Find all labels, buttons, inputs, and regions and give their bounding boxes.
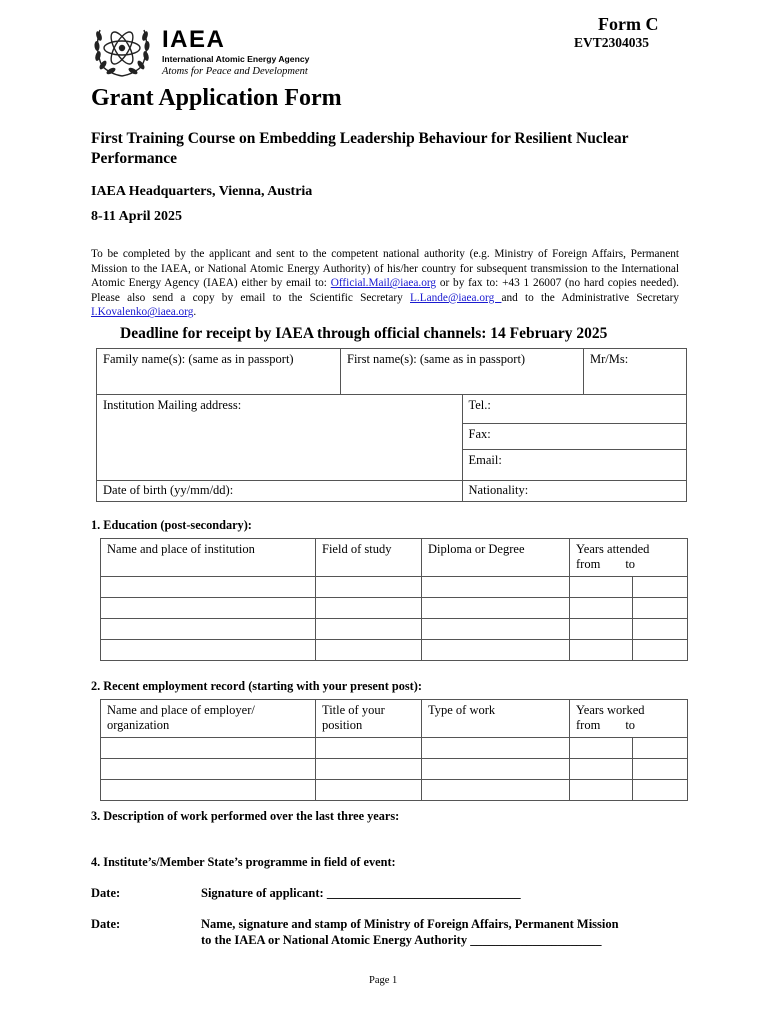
table-cell[interactable] [316,640,422,661]
table-cell[interactable] [101,598,316,619]
table-cell[interactable] [101,780,316,801]
employment-col-employer [101,700,316,738]
first-name-label: First name(s): (same as in passport) [347,352,526,366]
date-label-ministry: Date: [91,917,121,931]
table-cell[interactable] [101,577,316,598]
event-code: EVT2304035 [574,35,650,50]
table-cell[interactable] [422,577,570,598]
description-heading: 3. Description of work performed over the last three years: [91,809,400,823]
tel-label: Tel.: [468,398,491,412]
administrative-secretary-email-link[interactable]: I.Kovalenko@iaea.org [91,306,194,319]
email-field[interactable] [462,450,687,481]
employment-table [100,699,688,801]
family-name-field[interactable] [97,349,341,395]
education-from-label: from [576,557,601,571]
education-col-diploma-label: Diploma or Degree [428,542,525,556]
education-to-label: to [625,557,636,571]
education-heading: 1. Education (post-secondary): [91,518,252,532]
table-row [101,619,688,640]
table-cell[interactable] [570,640,633,661]
employment-col-title-label: Title of your position [322,703,385,732]
education-col-diploma [422,539,570,577]
page-title: Grant Application Form [91,85,342,111]
instructions-text: and to the Administrative Secretary [501,291,679,304]
date-of-birth-field[interactable] [97,481,463,502]
ministry-signature-line-1: Name, signature and stamp of Ministry of Foreign Affairs, Permanent Mission [201,917,619,931]
table-cell[interactable] [101,640,316,661]
dob-label: Date of birth (yy/mm/dd): [103,483,234,497]
deadline-notice: Deadline for receipt by IAEA through official channels: 14 February 2025 [120,325,608,342]
official-mail-link[interactable]: Official.Mail@iaea.org [330,277,437,290]
table-cell[interactable] [316,598,422,619]
table-cell[interactable] [422,640,570,661]
tel-field[interactable] [462,395,687,424]
ministry-signature-line-2[interactable]: to the IAEA or National Atomic Energy Authority _____________________ [201,933,602,947]
instructions-text: To be completed by the applicant and sent to the competent national authority (e.g. Ministry of Foreign Affairs, Permanent Mission to the IAEA, or National Atomic Energy Authority) of his/her country for subsequent transmission to the International Atomic Energy Agency (IAEA) either by email to: [91,248,679,290]
mr-ms-label: Mr/Ms: [590,352,629,366]
table-cell[interactable] [101,759,316,780]
email-label: Email: [468,453,502,467]
mailing-address-field[interactable] [97,395,463,481]
first-name-field[interactable] [341,349,584,395]
table-cell[interactable] [570,738,633,759]
instructions-paragraph [91,247,679,320]
table-cell[interactable] [570,619,633,640]
employment-from-label: from [576,718,601,732]
family-name-label: Family name(s): (same as in passport) [103,352,294,366]
page-number: Page 1 [369,975,398,986]
table-row [101,759,688,780]
education-col-institution-label: Name and place of institution [107,542,255,556]
employment-to-label: to [625,718,636,732]
education-table [100,538,688,661]
education-col-field [316,539,422,577]
education-col-institution [101,539,316,577]
table-cell[interactable] [422,780,570,801]
employment-col-employer-label: Name and place of employer/ organization [107,703,255,732]
table-cell[interactable] [316,577,422,598]
table-cell[interactable] [633,780,688,801]
employment-col-type-label: Type of work [428,703,496,717]
table-cell[interactable] [422,598,570,619]
personal-details-table [96,348,687,502]
employment-col-years [570,700,688,738]
employment-col-years-label: Years worked [576,703,645,717]
fax-field[interactable] [462,424,687,450]
programme-heading: 4. Institute’s/Member State’s programme in field of event: [91,855,396,869]
fax-label: Fax: [468,427,491,441]
table-row [101,780,688,801]
table-cell[interactable] [570,780,633,801]
table-cell[interactable] [316,738,422,759]
table-cell[interactable] [422,619,570,640]
nationality-label: Nationality: [468,483,529,497]
table-cell[interactable] [101,619,316,640]
table-cell[interactable] [316,780,422,801]
table-cell[interactable] [633,640,688,661]
table-row [101,738,688,759]
applicant-signature-line[interactable]: Signature of applicant: _______________________________ [201,886,521,900]
table-cell[interactable] [570,598,633,619]
education-col-field-label: Field of study [322,542,392,556]
logo-motto: Atoms for Peace and Development [162,66,308,77]
table-cell[interactable] [570,759,633,780]
table-cell[interactable] [633,598,688,619]
employment-col-type [422,700,570,738]
course-title: First Training Course on Embedding Leadership Behaviour for Resilient Nuclear Performance [91,130,629,167]
scientific-secretary-email-link[interactable]: L.Lande@iaea.org [410,291,502,304]
table-cell[interactable] [633,738,688,759]
title-field[interactable] [584,349,687,395]
employment-col-title [316,700,422,738]
table-cell[interactable] [633,759,688,780]
table-cell[interactable] [316,759,422,780]
mailing-address-label: Institution Mailing address: [103,398,242,412]
venue: IAEA Headquarters, Vienna, Austria [91,184,313,199]
table-cell[interactable] [316,619,422,640]
nationality-field[interactable] [462,481,687,502]
table-row [101,640,688,661]
table-cell[interactable] [633,577,688,598]
education-col-years [570,539,688,577]
event-dates: 8-11 April 2025 [91,209,183,224]
table-cell[interactable] [570,577,633,598]
logo-agency-name: International Atomic Energy Agency [162,54,310,64]
table-cell[interactable] [101,738,316,759]
table-cell[interactable] [422,759,570,780]
table-cell[interactable] [633,619,688,640]
instructions-text: . [193,306,197,319]
date-label-applicant: Date: [91,886,121,900]
table-cell[interactable] [422,738,570,759]
employment-heading: 2. Recent employment record (starting with your present post): [91,679,422,693]
instructions-text: or by fax to: +43 1 26007 (no hard copies needed). Please also send a copy by email to the Scientific Secretary [91,277,679,304]
education-col-years-label: Years attended [576,542,650,556]
logo-wordmark: IAEA [162,26,226,53]
table-row [101,577,688,598]
form-label: Form C [598,14,659,34]
table-row [101,598,688,619]
